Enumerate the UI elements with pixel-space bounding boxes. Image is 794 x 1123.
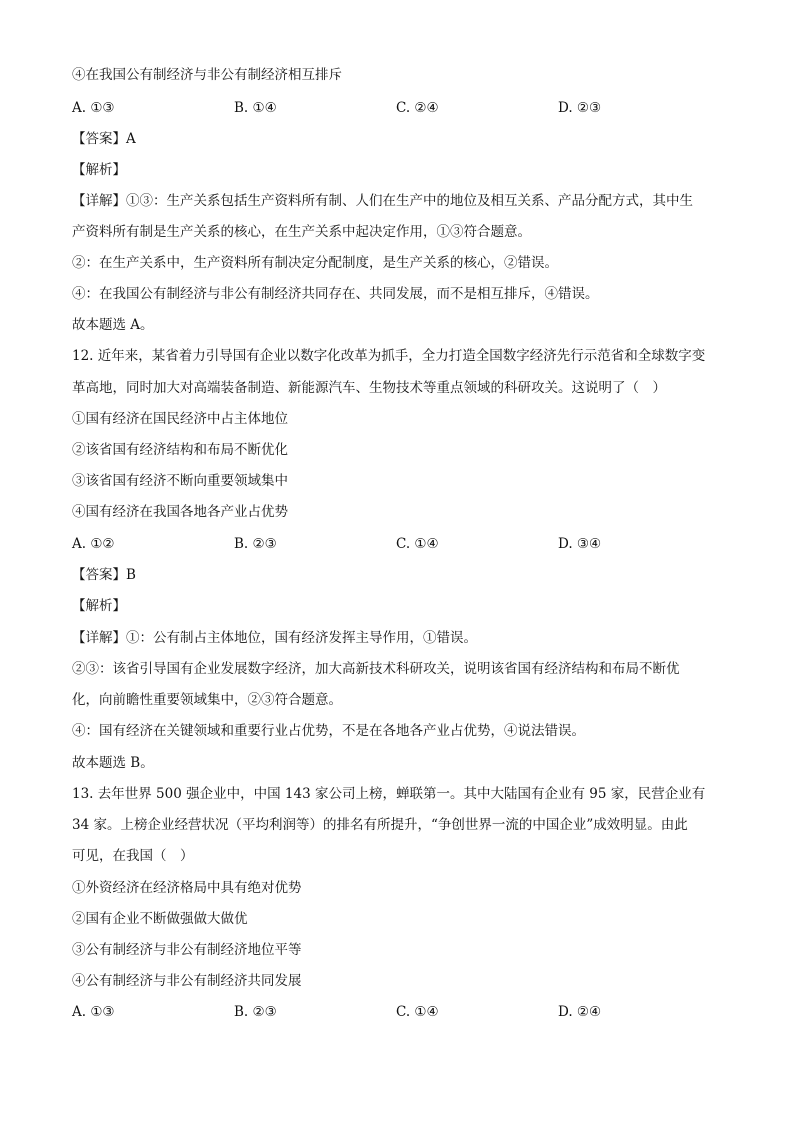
q12-stem-line-1: 12. 近年来，某省着力引导国有企业以数字化改革为抓手，全力打造全国数字经济先行示范省和全球数字变: [72, 348, 706, 364]
q11-option-a: A. ①③: [72, 100, 115, 116]
q12-statement-2: ②该省国有经济结构和布局不断优化: [72, 442, 288, 458]
q13-statement-1: ①外资经济在经济格局中具有绝对优势: [72, 880, 302, 896]
q12-answer: 【答案】B: [72, 567, 136, 583]
q13-statement-2: ②国有企业不断做强做大做优: [72, 911, 248, 927]
q12-detail-line-1: 【详解】①：公有制占主体地位，国有经济发挥主导作用，①错误。: [72, 630, 477, 646]
q12-detail-line-2: ②③：该省引导国有企业发展数字经济，加大高新技术科研攻关，说明该省国有经济结构和布局不断优: [72, 661, 680, 677]
q11-statement-4: ④在我国公有制经济与非公有制经济相互排斥: [72, 67, 342, 83]
q11-conclusion: 故本题选 A。: [72, 317, 154, 333]
q13-option-d: D. ②④: [558, 1004, 602, 1020]
q13-option-a: A. ①③: [72, 1004, 115, 1020]
q12-detail-line-3: 化，向前瞻性重要领域集中，②③符合题意。: [72, 692, 342, 708]
q11-option-c: C. ②④: [396, 100, 439, 116]
q12-statement-1: ①国有经济在国民经济中占主体地位: [72, 411, 288, 427]
q12-detail-line-4: ④：国有经济在关键领域和重要行业占优势，不是在各地各产业占优势，④说法错误。: [72, 723, 585, 739]
q13-stem-line-3: 可见，在我国（ ）: [72, 848, 194, 864]
q13-stem-line-1: 13. 去年世界 500 强企业中，中国 143 家公司上榜，蝉联第一。其中大陆国有企业有 95 家，民营企业有: [72, 786, 706, 802]
q12-option-b: B. ②③: [234, 536, 277, 552]
q11-answer: 【答案】A: [72, 131, 136, 147]
q11-option-d: D. ②③: [558, 100, 602, 116]
q12-option-d: D. ③④: [558, 536, 602, 552]
q11-option-b: B. ①④: [234, 100, 277, 116]
q13-option-b: B. ②③: [234, 1004, 277, 1020]
q12-statement-3: ③该省国有经济不断向重要领域集中: [72, 473, 288, 489]
q11-detail-line-4: ④：在我国公有制经济与非公有制经济共同存在、共同发展，而不是相互排斥，④错误。: [72, 286, 599, 302]
q11-detail-line-2: 产资料所有制是生产关系的核心，在生产关系中起决定作用，①③符合题意。: [72, 224, 531, 240]
q13-stem-line-2: 34 家。上榜企业经营状况（平均利润等）的排名有所提升，“争创世界一流的中国企业”成效明显。由此: [72, 817, 688, 833]
q12-conclusion: 故本题选 B。: [72, 755, 154, 771]
q13-statement-4: ④公有制经济与非公有制经济共同发展: [72, 973, 302, 989]
q12-statement-4: ④国有经济在我国各地各产业占优势: [72, 504, 288, 520]
q13-option-c: C. ①④: [396, 1004, 439, 1020]
q11-detail-line-3: ②：在生产关系中，生产资料所有制决定分配制度，是生产关系的核心，②错误。: [72, 255, 558, 271]
q13-statement-3: ③公有制经济与非公有制经济地位平等: [72, 942, 302, 958]
q11-analysis-label: 【解析】: [72, 162, 126, 178]
q12-option-c: C. ①④: [396, 536, 439, 552]
q12-analysis-label: 【解析】: [72, 598, 126, 614]
q11-detail-line-1: 【详解】①③：生产关系包括生产资料所有制、人们在生产中的地位及相互关系、产品分配方式，其中生: [72, 193, 693, 209]
q12-option-a: A. ①②: [72, 536, 115, 552]
q12-stem-line-2: 革高地，同时加大对高端装备制造、新能源汽车、生物技术等重点领域的科研攻关。这说明了（ ）: [72, 380, 666, 396]
